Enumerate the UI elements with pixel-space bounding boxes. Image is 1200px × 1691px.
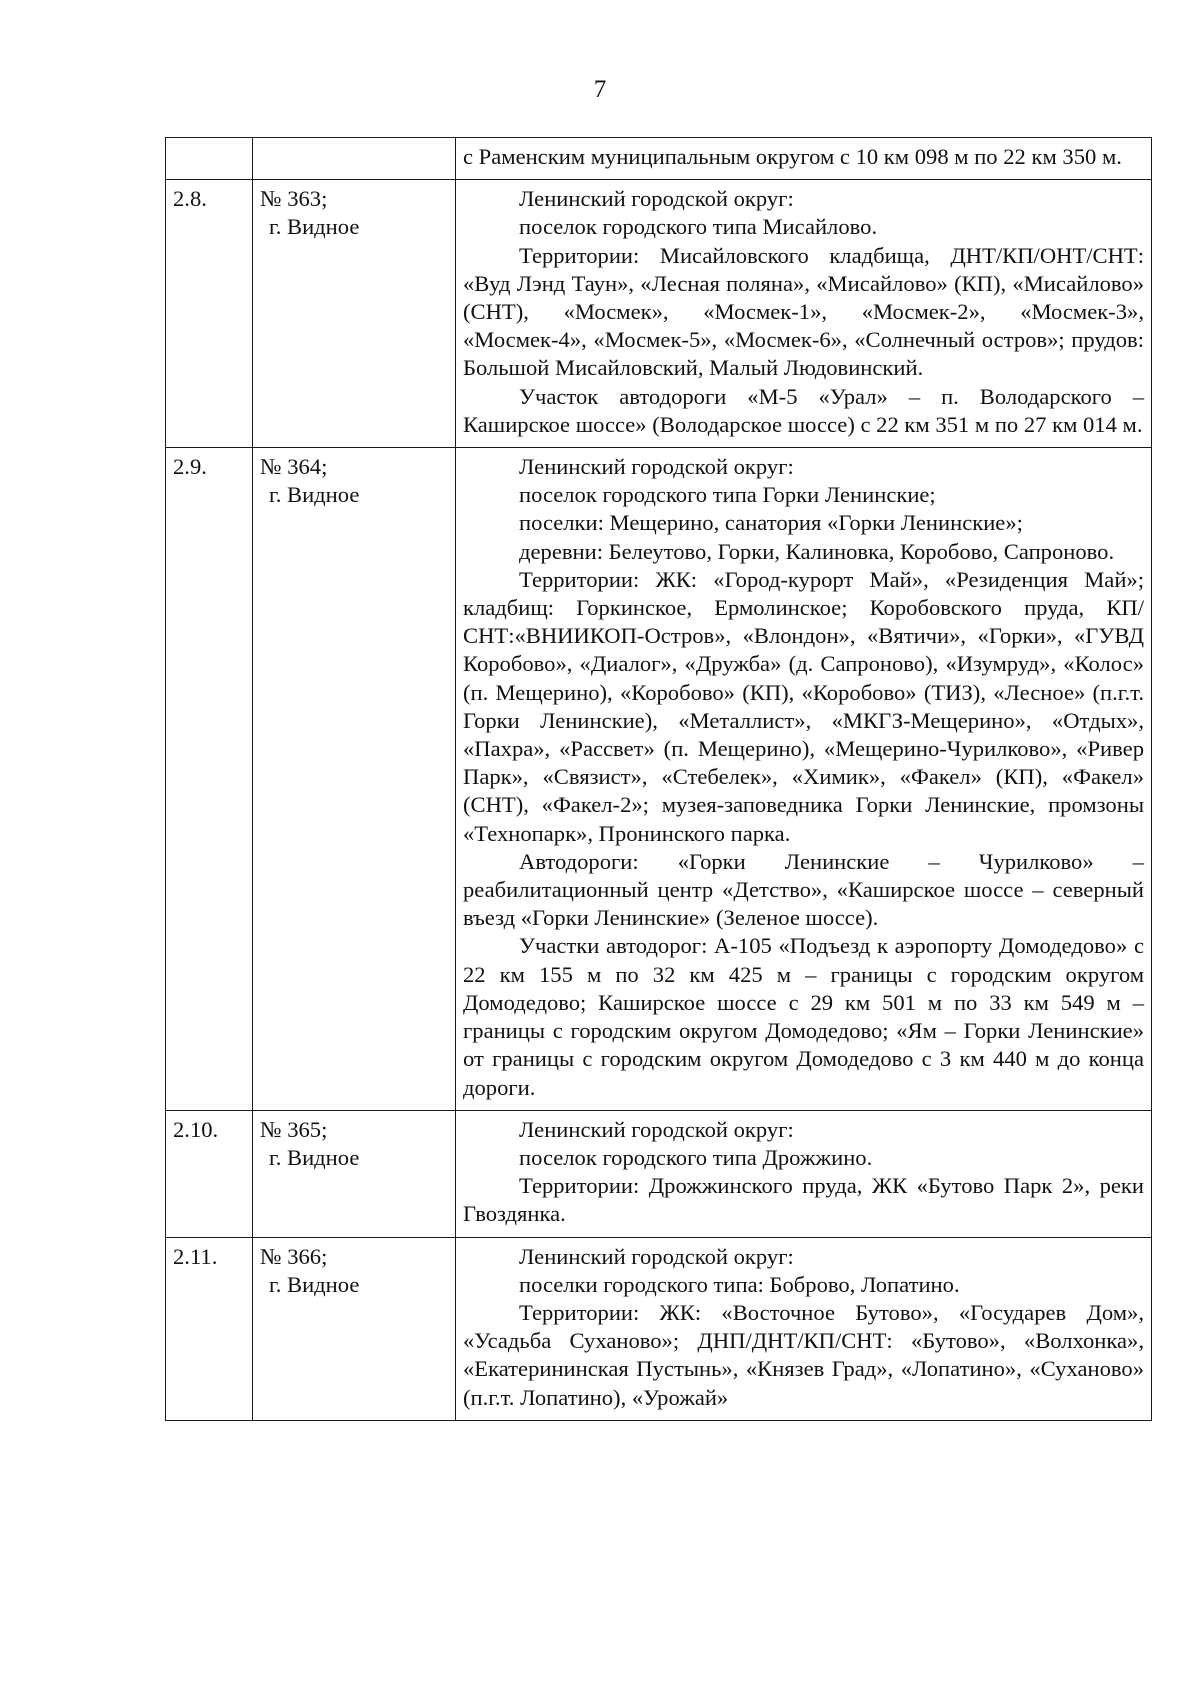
description-paragraph: деревни: Белеутово, Горки, Калиновка, Коробово, Сапроново. bbox=[519, 538, 1115, 564]
description-paragraph: Территории: ЖК: «Восточное Бутово», «Государев Дом», «Усадьба Суханово»; ДНП/ДНТ/КП/СНТ: «Бутово», «Волхонка», «Екатерининская Пустынь», «Князев Град», «Лопатино», «Суханово» (п.г.т. Лопатино), «Урожай» bbox=[463, 1299, 1144, 1410]
district-city: г. Видное bbox=[269, 482, 360, 508]
row-index bbox=[166, 138, 253, 180]
description-paragraph: Участок автодороги «М-5 «Урал» – п. Володарского – Каширское шоссе» (Володарское шоссе) с 22 км 351 м по 27 км 014 м. bbox=[463, 383, 1144, 437]
description-paragraph: Ленинский городской округ: bbox=[519, 454, 794, 480]
description-paragraph: Территории: Мисайловского кладбища, ДНТ/КП/ОНТ/СНТ: «Вуд Лэнд Таун», «Лесная поляна», «Мисайлово» (КП), «Мисайлово» (СНТ), «Мосмек», «Мосмек-1», «Мосмек-2», «Мосмек-3», «Мосмек-4», «Мосмек-5», «Мосмек-6», «Солнечный остров»; прудов: Большой Мисайловский, Малый Людовинский. bbox=[463, 242, 1144, 381]
row-index: 2.9. bbox=[166, 448, 253, 1111]
district-city: г. Видное bbox=[269, 1144, 360, 1170]
description-paragraph: поселок городского типа Горки Ленинские; bbox=[519, 482, 936, 508]
district-city: г. Видное bbox=[269, 214, 360, 240]
territory-description bbox=[456, 180, 1152, 448]
territory-description bbox=[456, 448, 1152, 1111]
description-paragraph: Территории: ЖК: «Город-курорт Май», «Резиденция Май»; кладбищ: Горкинское, Ермолинское; Коробовского пруда, КП/СНТ:«ВНИИКОП-Остров», «Влондон», «Вятичи», «Горки», «ГУВД Коробово», «Диалог», «Дружба» (д. Сапроново), «Изумруд», «Колос» (п. Мещерино), «Коробово» (КП), «Коробово» (ТИЗ), «Лесное» (п.г.т. Горки Ленинские), «Металлист», «МКГЗ-Мещерино», «Отдых», «Пахра», «Рассвет» (п. Мещерино), «Мещерино-Чурилково», «Ривер Парк», «Связист», «Стебелек», «Химик», «Факел» (КП), «Факел» (СНТ), «Факел-2»; музея-заповедника Горки Ленинские, промзоны «Технопарк», Пронинского парка. bbox=[463, 566, 1144, 846]
territory-description bbox=[456, 1110, 1152, 1237]
row-index: 2.8. bbox=[166, 180, 253, 448]
row-index: 2.11. bbox=[166, 1237, 253, 1420]
description-paragraph: Ленинский городской округ: bbox=[519, 186, 794, 212]
district-number: № 363; bbox=[260, 186, 328, 212]
description-paragraph: с Раменским муниципальным округом с 10 км 098 м по 22 км 350 м. bbox=[463, 144, 1122, 169]
district-cell bbox=[253, 448, 456, 1111]
table-row bbox=[166, 1110, 1152, 1237]
description-paragraph: Автодороги: «Горки Ленинские – Чурилково» – реабилитационный центр «Детство», «Каширское шоссе – северный въезд «Горки Ленинские» (Зеленое шоссе). bbox=[463, 848, 1144, 931]
district-number: № 366; bbox=[260, 1243, 328, 1269]
district-cell bbox=[253, 1237, 456, 1420]
description-paragraph: Участки автодорог: А-105 «Подъезд к аэропорту Домодедово» с 22 км 155 м по 32 км 425 м – границы с городским округом Домодедово; Каширское шоссе с 29 км 501 м по 33 км 549 м – границы с городским округом Домодедово; «Ям – Горки Ленинские» от границы с городским округом Домодедово с 3 км 440 м до конца дороги. bbox=[463, 933, 1144, 1100]
description-paragraph: Ленинский городской округ: bbox=[519, 1243, 794, 1269]
description-paragraph: Территории: Дрожжинского пруда, ЖК «Бутово Парк 2», реки Гвоздянка. bbox=[463, 1173, 1144, 1227]
description-paragraph: поселок городского типа Дрожжино. bbox=[519, 1144, 873, 1170]
districts-table-body bbox=[166, 138, 1152, 1421]
table-row bbox=[166, 138, 1152, 180]
district-cell bbox=[253, 1110, 456, 1237]
district-number: № 365; bbox=[260, 1116, 328, 1142]
description-paragraph: поселки: Мещерино, санатория «Горки Ленинские»; bbox=[519, 510, 1023, 536]
territory-description bbox=[456, 1237, 1152, 1420]
district-cell bbox=[253, 180, 456, 448]
description-paragraph: поселки городского типа: Боброво, Лопатино. bbox=[519, 1271, 960, 1297]
table-row bbox=[166, 180, 1152, 448]
territory-description bbox=[456, 138, 1152, 180]
description-paragraph: Ленинский городской округ: bbox=[519, 1116, 794, 1142]
page-number: 7 bbox=[593, 76, 607, 103]
districts-table bbox=[165, 137, 1152, 1421]
district-city: г. Видное bbox=[269, 1271, 360, 1297]
table-row bbox=[166, 1237, 1152, 1420]
description-paragraph: поселок городского типа Мисайлово. bbox=[519, 214, 878, 240]
district-cell bbox=[253, 138, 456, 180]
row-index: 2.10. bbox=[166, 1110, 253, 1237]
table-row bbox=[166, 448, 1152, 1111]
district-number: № 364; bbox=[260, 454, 328, 480]
